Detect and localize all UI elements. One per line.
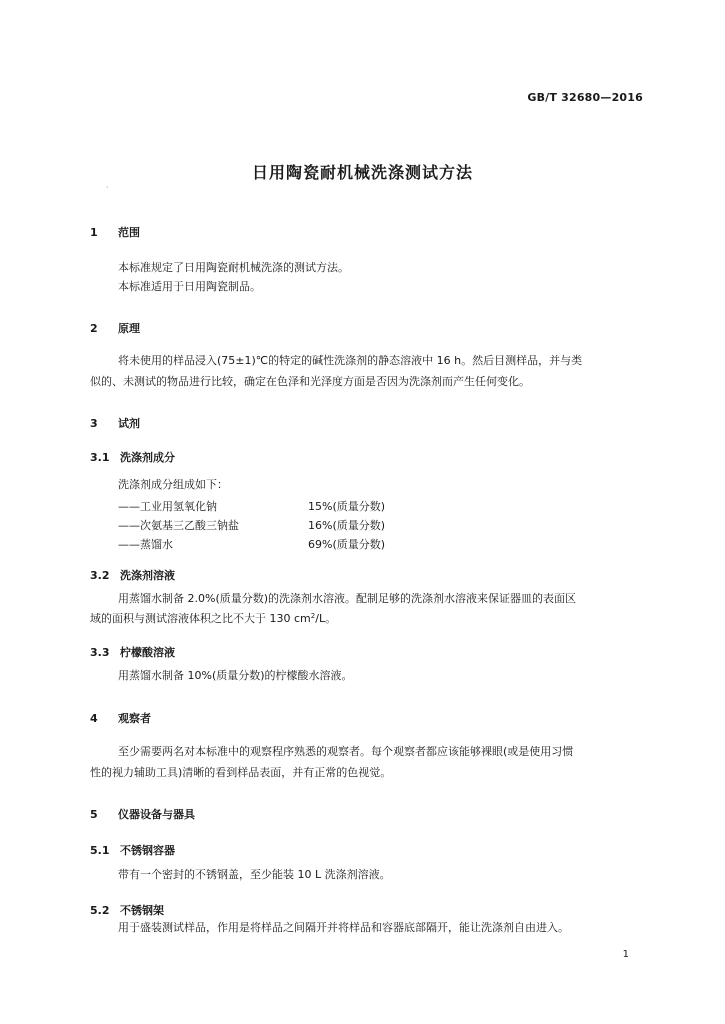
document-title: 日用陶瓷耐机械洗涤测试方法 — [251, 163, 473, 182]
subsection-heading-3-3 — [90, 644, 175, 660]
subsection-title: 柠檬酸溶液 — [120, 646, 175, 659]
component-name: ——蒸馏水 — [118, 538, 173, 551]
paragraph-line — [90, 613, 336, 624]
paragraph-line: 用蒸馏水制备 2.0%(质量分数)的洗涤剂水溶液。配制足够的洗涤剂水溶液来保证器皿的表面区 — [118, 592, 577, 605]
component-name: ——次氨基三乙酸三钠盐 — [118, 519, 239, 532]
superscript: 2 — [310, 612, 316, 620]
subsection-title: 洗涤剂溶液 — [120, 569, 175, 582]
paragraph: 洗涤剂成分组成如下： — [118, 478, 228, 491]
section-title: 试剂 — [118, 417, 140, 430]
section-number: 4 — [90, 712, 98, 725]
section-title: 仪器设备与器具 — [118, 808, 195, 821]
section-number: 5 — [90, 808, 98, 821]
subsection-number: 3.3 — [90, 646, 110, 659]
section-number: 1 — [90, 226, 98, 239]
subsection-heading-3-1 — [90, 449, 175, 465]
paragraph-line: 似的、未测试的物品进行比较，确定在色泽和光泽度方面是否因为洗涤剂而产生任何变化。 — [90, 375, 530, 388]
paragraph: 本标准规定了日用陶瓷耐机械洗涤的测试方法。 — [118, 261, 349, 274]
section-title: 观察者 — [118, 712, 151, 725]
section-title: 原理 — [118, 322, 140, 335]
subsection-heading-5-2 — [90, 902, 164, 918]
text-run: /L。 — [315, 612, 337, 625]
section-heading-4 — [90, 710, 151, 726]
subsection-number: 3.2 — [90, 569, 110, 582]
section-number: 2 — [90, 322, 98, 335]
standard-number: GB/T 32680—2016 — [527, 91, 643, 104]
section-heading-2 — [90, 320, 140, 336]
page-number: 1 — [622, 949, 629, 960]
subsection-number: 5.1 — [90, 844, 110, 857]
section-title: 范围 — [118, 226, 140, 239]
section-heading-3 — [90, 415, 140, 431]
component-value: 16%(质量分数) — [308, 519, 386, 532]
subsection-title: 洗涤剂成分 — [120, 451, 175, 464]
component-value: 15%(质量分数) — [308, 500, 386, 513]
paragraph-line: 将未使用的样品浸入(75±1)℃的特定的碱性洗涤剂的静态溶液中 16 h。然后目测样品，并与类 — [118, 354, 583, 367]
paragraph-line: 用于盛装测试样品，作用是将样品之间隔开并将样品和容器底部隔开，能让洗涤剂自由进入。 — [118, 921, 569, 934]
subsection-heading-5-1 — [90, 842, 175, 858]
section-number: 3 — [90, 417, 98, 430]
paragraph-line: 性的视力辅助工具)清晰的看到样品表面，并有正常的色视觉。 — [90, 766, 392, 779]
subsection-number: 3.1 — [90, 451, 110, 464]
paragraph-line: 至少需要两名对本标准中的观察程序熟悉的观察者。每个观察者都应该能够裸眼(或是使用习惯 — [118, 745, 574, 758]
subsection-heading-3-2 — [90, 567, 175, 583]
stray-mark: · — [106, 183, 109, 192]
paragraph-line: 用蒸馏水制备 10%(质量分数)的柠檬酸水溶液。 — [118, 669, 353, 682]
component-name: ——工业用氢氧化钠 — [118, 500, 217, 513]
section-heading-1 — [90, 224, 140, 240]
paragraph: 本标准适用于日用陶瓷制品。 — [118, 280, 261, 293]
subsection-number: 5.2 — [90, 904, 110, 917]
subsection-title: 不锈钢容器 — [120, 844, 175, 857]
component-value: 69%(质量分数) — [308, 538, 386, 551]
text-run: 域的面积与测试溶液体积之比不大于 130 cm — [90, 612, 311, 625]
paragraph-line: 带有一个密封的不锈钢盖，至少能装 10 L 洗涤剂溶液。 — [118, 868, 391, 881]
section-heading-5 — [90, 806, 195, 822]
subsection-title: 不锈钢架 — [120, 904, 164, 917]
